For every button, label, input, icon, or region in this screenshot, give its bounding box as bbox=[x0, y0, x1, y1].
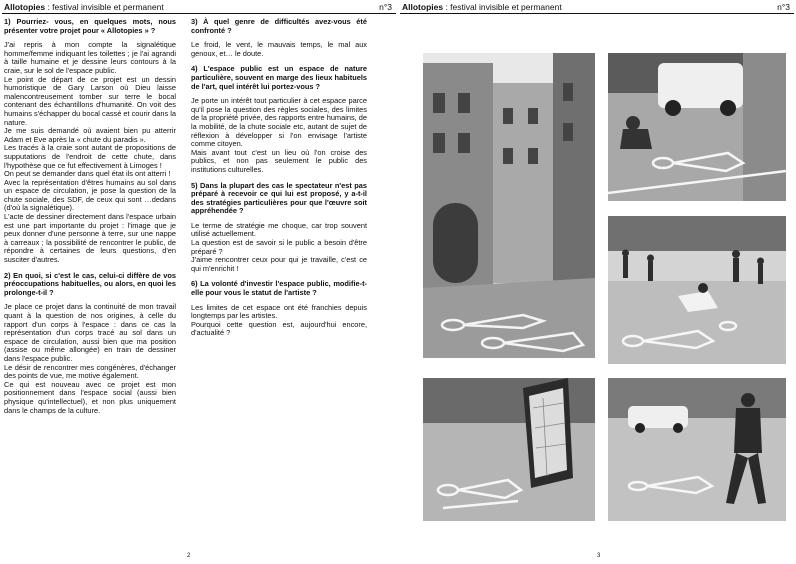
answer-2-paragraph: Je place ce projet dans la continuité de mon travail quant à la question de nos origines, à celle du rapport d'un corps à l'espace : dans ce cas la représentation d'un corps tracé au sol dans un espace de circulation, aussi bien que ma position (assise ou même allongée) en train de dessiner dans l'espace public. bbox=[4, 302, 176, 363]
answer-1-paragraph: Le point de départ de ce projet est un dessin humoristique de Gary Larson où Dieu laisse malencontreusement tomber sur terre le bocal contenant des échantillons d'humanité. On voit des humains s'échapper du bocal cassé et courir dans la nature. bbox=[4, 74, 176, 127]
photo-street-building bbox=[423, 53, 595, 358]
answer-1-paragraph: On peut se demander dans quel état ils ont atterri ! bbox=[4, 169, 171, 179]
question-6: 6) La volonté d'investir l'espace public, modifie-t-elle pour vous le statut de l'artiste ? bbox=[191, 279, 367, 298]
answer-1-paragraph: L'acte de dessiner directement dans l'espace urbain est une part importante du projet : l'image que je peux donner d'une personne à terre, sur une nappe à carreaux ; la possibilité de rencontrer le public, de répondre à certaines de leurs questions, d'en susciter d'autres. bbox=[4, 212, 176, 265]
question-3: 3) À quel genre de difficultés avez-vous été confronté ? bbox=[191, 17, 367, 35]
question-2: 2) En quoi, si c'est le cas, celui-ci diffère de vos préoccupations habituelles, ou alors, en quoi les prolonge-t-il ? bbox=[4, 270, 176, 297]
answer-2 bbox=[4, 303, 176, 415]
right-page bbox=[398, 0, 796, 564]
brand-name: Allotopies bbox=[4, 2, 46, 12]
answer-1-paragraph: Les tracés à la craie sont autant de propositions de supputations de l'endroit de cette chute, dans l'hypothèse que ce fut effectivement à Limoges ! bbox=[4, 143, 176, 170]
page-header-title bbox=[4, 2, 164, 12]
header-rule bbox=[2, 13, 396, 14]
question-1: 1) Pourriez- vous, en quelques mots, nous présenter votre projet pour « Allotopies » ? bbox=[4, 17, 176, 35]
photo-plaza-pedestrians bbox=[608, 216, 786, 364]
answer-3-paragraph: Le froid, le vent, le mauvais temps, le mal aux genoux, et… le doute. bbox=[191, 40, 367, 58]
answer-1-paragraph: J'ai repris à mon compte la signalétique homme/femme indiquant les toilettes ; je l'ai agrandi à taille humaine et je dessine leurs contours à la craie, sur le sol de l'espace public. bbox=[4, 40, 176, 75]
answer-6-paragraph: Pourquoi cette question est, aujourd'hui encore, d'actualité ? bbox=[191, 319, 367, 338]
answer-4-paragraph: Mais avant tout c'est un lieu où l'on croise des publics, et non pas seulement le public des institutions culturelles. bbox=[191, 147, 367, 174]
page-number: 2 bbox=[187, 553, 191, 559]
answer-1 bbox=[4, 41, 176, 264]
text-column-2 bbox=[191, 18, 367, 338]
question-5: 5) Dans la plupart des cas le spectateur n'est pas préparé à recevoir ce qui lui est proposé, y a-t-il des stratégies particulières pour que l'œuvre soit appréhendée ? bbox=[191, 180, 367, 216]
answer-1-paragraph: Avec la représentation d'êtres humains au sol dans un espace de circulation, je pose la question de la chute sociale, des SDF, de ceux qui sont …dedans (d'où la signalétique). bbox=[4, 177, 176, 213]
issue-number: n°3 bbox=[379, 2, 392, 12]
page-header-title bbox=[402, 2, 562, 12]
header-subtitle: : festival invisible et permanent bbox=[45, 2, 164, 12]
header-subtitle: : festival invisible et permanent bbox=[443, 2, 562, 12]
answer-5-paragraph: Le terme de stratégie me choque, car trop souvent utilisé actuellement. bbox=[191, 220, 367, 239]
answer-5-paragraph: La question est de savoir si le public a besoin d'être préparé ? bbox=[191, 238, 367, 256]
page-number: 3 bbox=[597, 553, 601, 559]
answer-6-paragraph: Les limites de cet espace ont été franchies depuis longtemps par les artistes. bbox=[191, 302, 367, 321]
answer-5-paragraph: J'aime rencontrer ceux pour qui je travaille, c'est ce qui m'enrichit ! bbox=[191, 255, 367, 273]
brand-name: Allotopies bbox=[402, 2, 444, 12]
photo-walking-man bbox=[608, 378, 786, 521]
text-column-1 bbox=[4, 18, 176, 415]
answer-4-paragraph: Je porte un intérêt tout particulier à cet espace parce qu'il pose la question des règles sociales, des limites de la propriété privée, des rapports entre humains, de la mobilité, de la chute sociale etc, autant de sujet de réflexion à développer si l'on envisage l'artiste comme citoyen. bbox=[191, 96, 367, 149]
photo-artist-drawing bbox=[608, 53, 786, 201]
photo-city-map-sign bbox=[423, 378, 595, 521]
header-rule bbox=[400, 13, 794, 14]
answer-1-paragraph: Je me suis demandé où avaient bien pu atterrir Adam et Eve après la « chute du paradis ». bbox=[4, 126, 176, 144]
answer-2-paragraph: Ce qui est nouveau avec ce projet est mon positionnement dans l'espace social (aussi bien physique qu'intellectuel), et non plus uniquement dans le champs de la culture. bbox=[4, 379, 176, 415]
answer-2-paragraph: Le désir de rencontrer mes congénères, d'échanger des points de vue, me motive également. bbox=[4, 362, 176, 381]
issue-number: n°3 bbox=[777, 2, 790, 12]
question-4: 4) L'espace public est un espace de nature particulière, souvent en marge des lieux habituels de l'art, quel intérêt lui portez-vous ? bbox=[191, 64, 367, 91]
